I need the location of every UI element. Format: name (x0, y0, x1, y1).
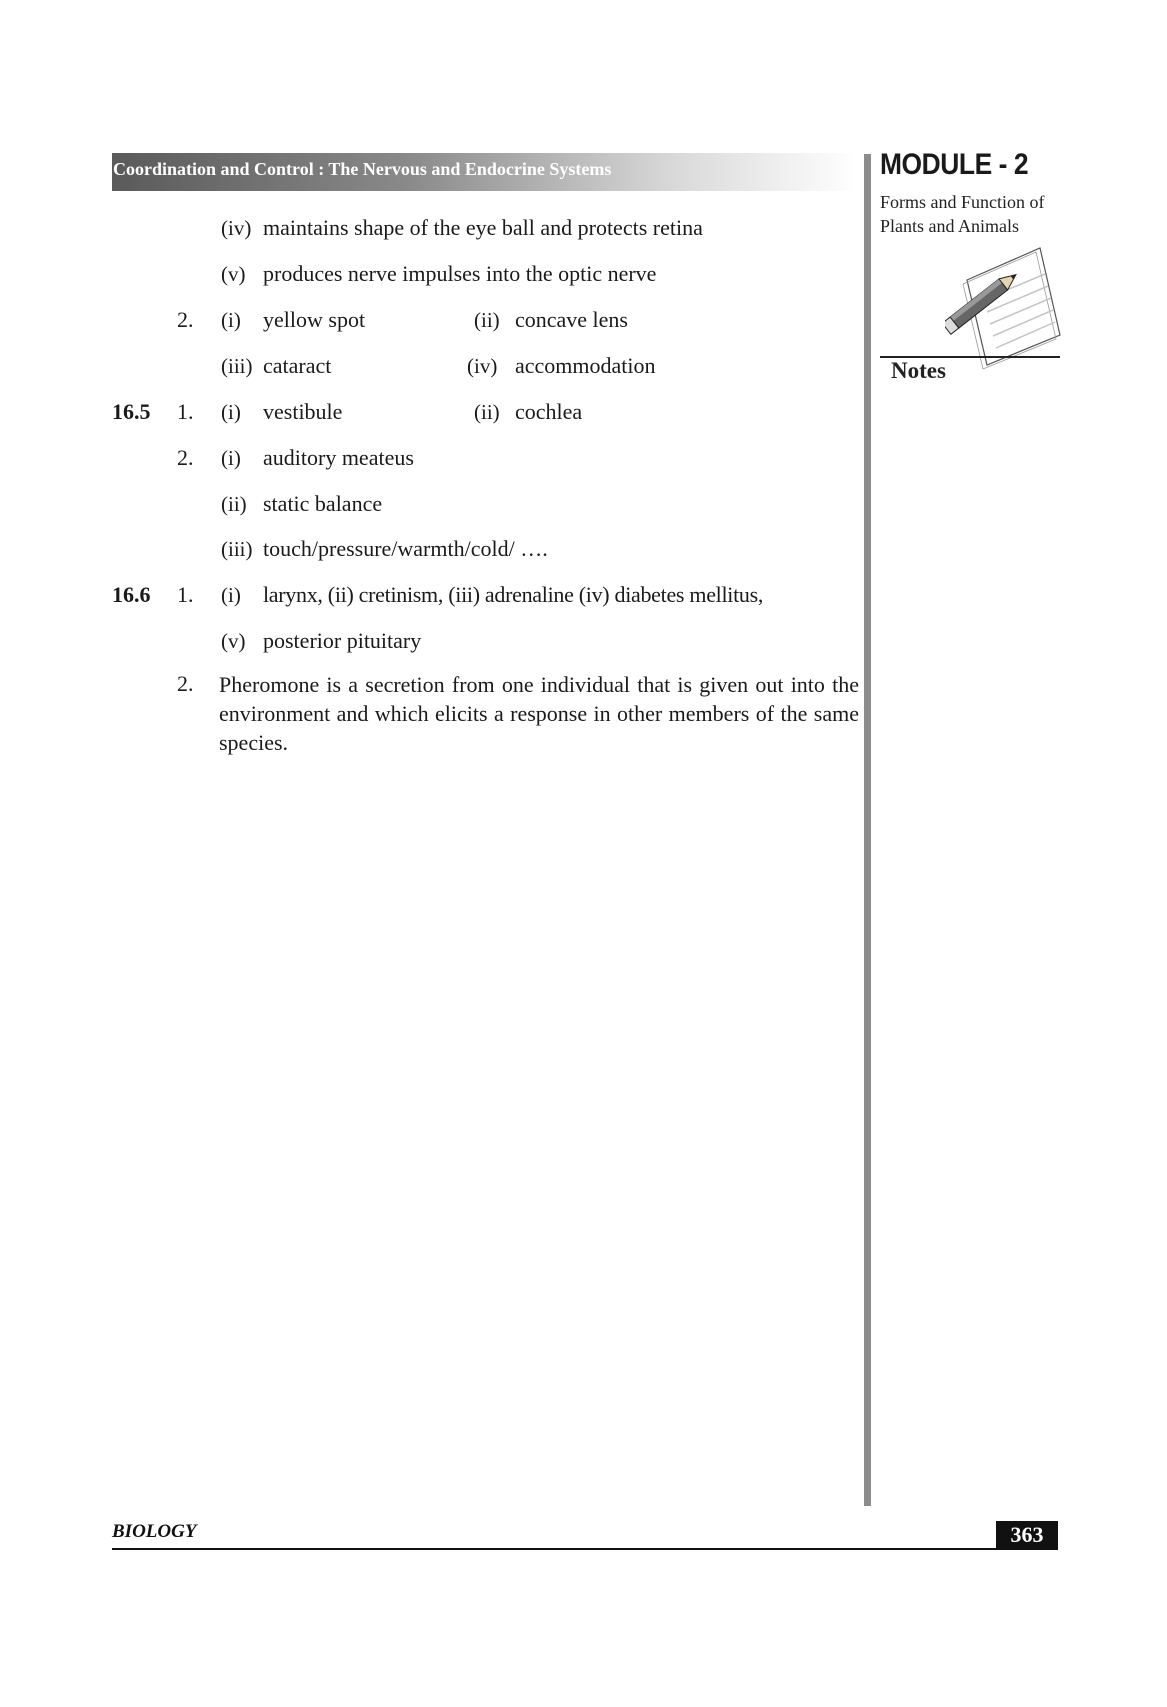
answer-text: static balance (263, 491, 383, 516)
answer-text: cataract (263, 353, 332, 378)
answer-text: cochlea (515, 399, 583, 424)
question-number: 2. (177, 445, 194, 470)
footer-rule (112, 1548, 1057, 1550)
roman-i: (i) (221, 446, 241, 470)
notes-label: Notes (891, 358, 946, 383)
question-number: 2. (177, 307, 194, 332)
notes-pencil-icon (945, 240, 1065, 370)
section-number: 16.5 (112, 399, 151, 424)
roman-iv: (iv) (221, 216, 252, 240)
answer-text: vestibule (263, 399, 343, 424)
roman-v: (v) (221, 262, 246, 286)
roman-i: (i) (221, 583, 241, 607)
question-number: 2. (177, 671, 194, 696)
roman-ii: (ii) (221, 492, 247, 516)
module-title: MODULE - 2 (880, 148, 1029, 181)
footer-subject: BIOLOGY (112, 1521, 197, 1542)
pheromone-paragraph: Pheromone is a secretion from one individual that is given out into the environment and which elicits a response in other members of the same species. (219, 672, 859, 755)
chapter-title: Coordination and Control : The Nervous and Endocrine Systems (113, 159, 612, 179)
answer-text: produces nerve impulses into the optic nerve (263, 261, 657, 286)
answer-text: touch/pressure/warmth/cold/ …. (263, 536, 548, 561)
roman-iii: (iii) (221, 537, 253, 561)
module-subtitle-line2: Plants and Animals (880, 216, 1019, 236)
question-number: 1. (177, 582, 194, 607)
answer-text: posterior pituitary (263, 628, 422, 653)
roman-ii: (ii) (474, 308, 500, 332)
answer-text: maintains shape of the eye ball and protects retina (263, 215, 703, 240)
roman-ii: (ii) (474, 400, 500, 424)
answer-text: auditory meateus (263, 445, 414, 470)
answer-text: larynx, (ii) cretinism, (iii) adrenaline (iv) diabetes mellitus, (263, 582, 764, 607)
roman-i: (i) (221, 308, 241, 332)
answer-text: yellow spot (263, 307, 366, 332)
margin-divider (864, 154, 871, 1506)
section-number: 16.6 (112, 582, 151, 607)
question-number: 1. (177, 399, 194, 424)
roman-iv: (iv) (467, 354, 498, 378)
answer-text: concave lens (515, 307, 628, 332)
module-subtitle-line1: Forms and Function of (880, 192, 1045, 212)
page-number: 363 (1010, 1522, 1044, 1547)
answer-text: accommodation (515, 353, 656, 378)
roman-iii: (iii) (221, 354, 253, 378)
roman-i: (i) (221, 400, 241, 424)
roman-v: (v) (221, 629, 246, 653)
